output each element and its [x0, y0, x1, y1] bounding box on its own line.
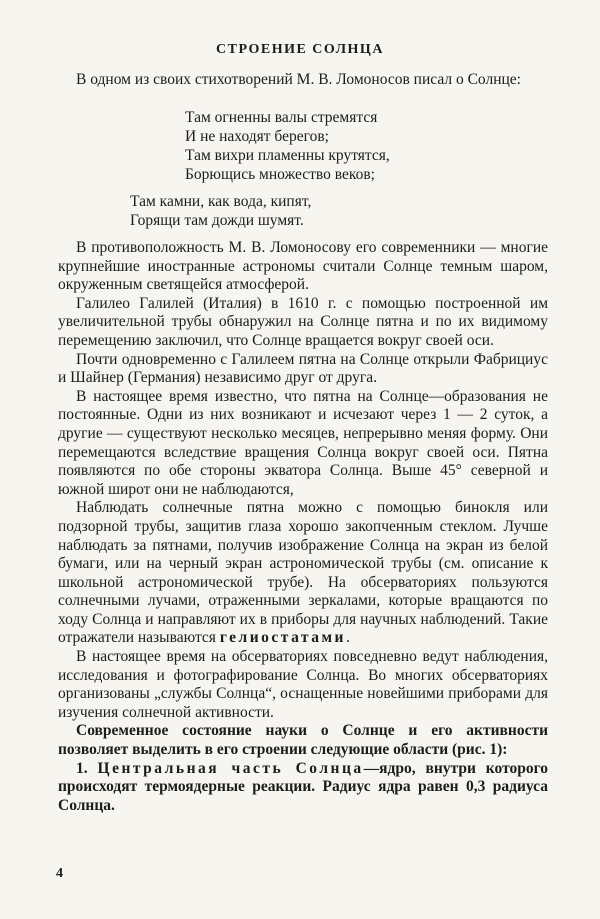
paragraph-core — [58, 760, 548, 816]
verse-line: Горящи там дожди шумят. — [130, 212, 304, 229]
text-run: Наблюдать солнечные пятна можно с помощью бинокля или подзорной трубы, защитив глаза хорошо закопченным стеклом. Лучше наблюдать за пятнами, получив изображение Солнца на экран из белой бумаги, или на черный экран астрономической трубы (см. описание к школьной астрономической трубе). На обсерваториях пользуются солнечными лучами, отраженными зеркалами, которые вращаются по ходу Солнца и направляют их в приборы для научных наблюдений. Такие отражатели называются — [58, 499, 548, 647]
body-text — [58, 239, 548, 815]
paragraph-fabricius-scheiner: Почти одновременно с Галилеем пятна на Солнце открыли Фабрициус и Шайнер (Германия) независимо друг от друга. — [58, 350, 548, 387]
list-number: 1. — [76, 759, 98, 777]
page-title: СТРОЕНИЕ СОЛНЦА — [216, 42, 384, 57]
paragraph-galileo: Галилео Галилей (Италия) в 1610 г. с помощью построенной им увеличительной трубы обнаружил на Солнце пятна и по их видимому перемещению заключил, что Солнце вращается вокруг своей оси. — [58, 294, 548, 349]
verse-line: Борющись множество веков; — [185, 166, 375, 183]
verse-line: Там огненны валы стремятся — [185, 109, 378, 126]
verse-stanza-1 — [185, 108, 390, 184]
paragraph-structure-intro: Современное состояние науки о Солнце и его активности позволяет выделить в его строении следующие области (рис. 1): — [58, 722, 548, 759]
text-run: —ядро, внутри которого происходят термоядерные реакции. Радиус ядра равен 0,3 радиуса Солнца. — [58, 759, 549, 814]
intro-paragraph: В одном из своих стихотворений М. В. Ломоносов писал о Солнце: — [76, 71, 521, 88]
paragraph-observatories: В настоящее время на обсерваториях повседневно ведут наблюдения, исследования и фотографирование Солнца. Во многих обсерваториях организованы „службы Солнца“, оснащенные новейшими приборами для изучения солнечной активности. — [58, 648, 548, 721]
paragraph-observing — [58, 499, 548, 648]
verse-line: Там вихри пламенны крутятся, — [185, 147, 390, 164]
verse-line: Там камни, как вода, кипят, — [130, 193, 312, 210]
text-run: . — [345, 629, 350, 647]
page-number: 4 — [56, 866, 63, 881]
verse-line: И не находят берегов; — [185, 128, 329, 145]
term-heliostats: гелиостатами — [219, 629, 346, 647]
verse-stanza-2 — [130, 192, 311, 230]
paragraph-sunspots: В настоящее время известно, что пятна на Солнце—образования не постоянные. Одни из них возникают и исчезают через 1 — 2 суток, а другие — существуют несколько месяцев, непрерывно меняя форму. Они перемещаются вследствие вращения Солнца вокруг своей оси. Пятна появляются по обе стороны экватора Солнца. Выше 45° северной и южной широт они не наблюдаются, — [58, 387, 548, 498]
term-core: Центральная часть Солнца — [97, 759, 364, 777]
paragraph-lomonosov-contrast: В противоположность М. В. Ломоносову его современники — многие крупнейшие иностранные астрономы считали Солнце темным шаром, окруженным светящейся атмосферой. — [58, 239, 548, 294]
